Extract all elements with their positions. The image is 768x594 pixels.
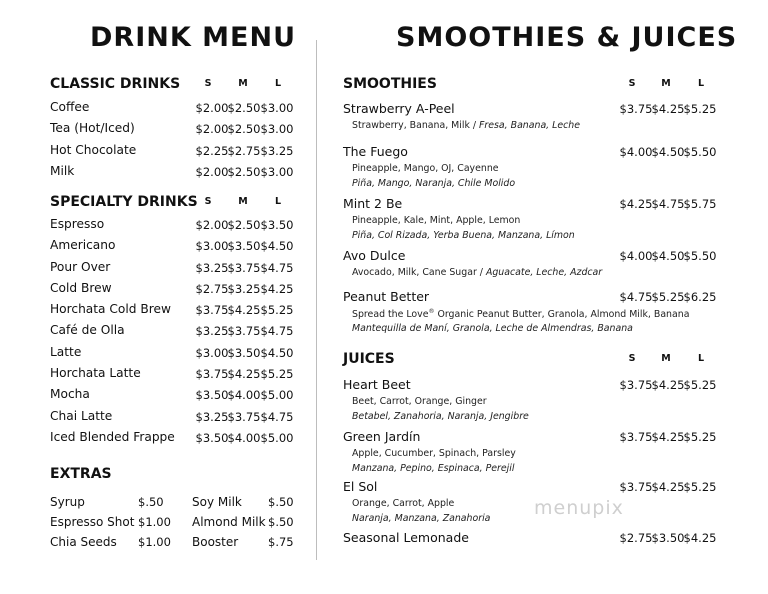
price-medium: $2.50 [227, 164, 261, 179]
price-small: $3.25 [195, 409, 229, 424]
price-medium: $4.25 [651, 430, 685, 444]
price-medium: $4.25 [227, 303, 261, 318]
item-name: Cold Brew [50, 280, 112, 295]
menu-item [50, 345, 295, 366]
price-large: $4.50 [260, 239, 294, 254]
smoothies-section [343, 76, 717, 334]
description-text: Strawberry, Banana, Milk / [352, 120, 480, 131]
item-name: Chai Latte [50, 408, 113, 423]
smoothies-juices-title: SMOOTHIES & JUICES [396, 22, 738, 53]
item-name: Tea (Hot/Iced) [50, 121, 135, 136]
size-large-header: L [274, 78, 282, 89]
extra-name: Espresso Shot [50, 514, 135, 529]
price-large: $3.00 [260, 101, 294, 115]
price-medium: $4.25 [651, 480, 685, 494]
size-large-header: L [697, 78, 705, 89]
price-medium: $2.50 [227, 218, 261, 232]
price-medium: $2.75 [227, 143, 261, 158]
price-small: $3.75 [619, 480, 653, 494]
item-description: Beet, Carrot, Orange, Ginger [352, 396, 487, 407]
item-name: Milk [50, 163, 75, 178]
price-large: $3.25 [260, 143, 294, 158]
item-description-spanish: Mantequilla de Maní, Granola, Leche de Almendras, Banana [352, 323, 633, 334]
price-large: $5.25 [683, 378, 717, 392]
price-large: $5.75 [683, 197, 717, 211]
description-spanish: Fresa, Banana, Leche [479, 120, 581, 131]
drink-menu-title: DRINK MENU [90, 22, 297, 53]
extra-name: Syrup [50, 495, 85, 509]
description-text: Avocado, Milk, Cane Sugar / [352, 267, 486, 278]
size-large-header: L [697, 353, 705, 364]
menu-item [50, 100, 295, 121]
price-small: $3.00 [195, 239, 229, 254]
extras-header [50, 466, 295, 486]
price-small: $2.25 [195, 143, 229, 158]
item-description-spanish: Naranja, Manzana, Zanahoria [352, 513, 491, 524]
item-name: Iced Blended Frappe [50, 429, 175, 444]
price-medium: $3.75 [227, 409, 261, 424]
size-medium-header: M [238, 196, 248, 207]
item-description-spanish: Piña, Mango, Naranja, Chile Molido [352, 178, 516, 189]
item-name: Latte [50, 344, 82, 359]
classic-drinks-section [50, 76, 295, 185]
item-name: Pour Over [50, 259, 111, 274]
item-name: Strawberry A-Peel [343, 101, 455, 116]
extra-name: Soy Milk [192, 495, 242, 509]
extras-row [50, 535, 295, 555]
price-large: $6.25 [683, 290, 717, 304]
price-medium: $3.75 [227, 260, 261, 275]
registered-mark: ® [428, 308, 435, 315]
price-large: $4.25 [260, 281, 294, 296]
menu-item [50, 366, 295, 387]
item-name: Avo Dulce [343, 248, 406, 263]
extras-row [50, 515, 295, 535]
item-name: Heart Beet [343, 377, 411, 392]
extras-row [50, 495, 295, 515]
item-description: Pineapple, Kale, Mint, Apple, Lemon [352, 215, 521, 226]
price-small: $2.00 [195, 218, 229, 232]
menu-item [50, 409, 295, 430]
price-medium: $4.75 [651, 197, 685, 211]
item-description-spanish: Piña, Col Rizada, Yerba Buena, Manzana, Límon [352, 230, 575, 241]
item-name: Peanut Better [343, 289, 430, 304]
price-small: $2.00 [195, 122, 229, 137]
item-name: Americano [50, 238, 116, 253]
item-description [352, 120, 580, 131]
price-small: $4.00 [619, 145, 653, 159]
price-small: $3.50 [195, 430, 229, 445]
extra-price: $1.00 [138, 534, 171, 549]
extra-name: Almond Milk [192, 514, 266, 529]
price-small: $4.00 [619, 249, 653, 263]
price-medium: $3.50 [227, 239, 261, 254]
description-text: Organic Peanut Butter, Granola, Almond Milk, Banana [434, 309, 690, 321]
item-description: Pineapple, Mango, OJ, Cayenne [352, 163, 499, 174]
price-medium: $2.50 [227, 101, 261, 115]
price-small: $3.75 [619, 102, 653, 116]
menu-item [50, 430, 295, 451]
price-small: $3.75 [619, 378, 653, 392]
column-divider [316, 40, 317, 560]
size-medium-header: M [238, 78, 248, 89]
item-description: Orange, Carrot, Apple [352, 498, 455, 509]
price-medium: $3.25 [227, 281, 261, 296]
price-large: $5.25 [260, 367, 294, 382]
extra-price: $.50 [268, 514, 294, 529]
price-small: $3.75 [619, 430, 653, 444]
menu-item [50, 387, 295, 408]
price-large: $5.25 [683, 430, 717, 444]
price-large: $5.00 [260, 430, 294, 445]
price-large: $4.75 [260, 260, 294, 275]
item-name: Hot Chocolate [50, 142, 137, 157]
price-small: $2.75 [619, 531, 653, 545]
price-medium: $4.00 [227, 388, 261, 403]
price-small: $2.00 [195, 101, 229, 115]
price-small: $2.75 [195, 281, 229, 296]
menu-item [50, 302, 295, 323]
smoothies-title: SMOOTHIES [343, 76, 437, 92]
size-medium-header: M [661, 78, 671, 89]
price-large: $5.25 [260, 303, 294, 318]
specialty-drinks-section [50, 194, 295, 451]
extra-price: $1.00 [138, 514, 171, 529]
smoothies-header [343, 76, 715, 96]
price-small: $3.75 [195, 303, 229, 318]
item-name: Green Jardín [343, 429, 421, 444]
classic-drinks-title: CLASSIC DRINKS [50, 76, 181, 92]
specialty-drinks-title: SPECIALTY DRINKS [50, 194, 198, 210]
size-small-header: S [628, 78, 636, 89]
price-large: $4.75 [260, 409, 294, 424]
price-large: $5.25 [683, 480, 717, 494]
menu-item [50, 121, 295, 142]
price-large: $3.50 [260, 218, 294, 232]
juices-title: JUICES [343, 351, 395, 367]
specialty-drinks-header [50, 194, 295, 214]
extra-price: $.50 [268, 495, 294, 509]
item-name: Seasonal Lemonade [343, 530, 469, 545]
price-medium: $5.25 [651, 290, 685, 304]
price-medium: $3.75 [227, 324, 261, 339]
menu-item [50, 323, 295, 344]
size-small-header: S [628, 353, 636, 364]
price-large: $3.00 [260, 122, 294, 137]
extras-title: EXTRAS [50, 466, 112, 482]
price-medium: $4.25 [651, 102, 685, 116]
price-large: $4.50 [260, 345, 294, 360]
item-description-spanish: Manzana, Pepino, Espinaca, Perejil [352, 463, 515, 474]
price-small: $3.50 [195, 388, 229, 403]
watermark-logo: menupix [534, 497, 624, 519]
description-brand: Spread the Love [352, 309, 429, 321]
menu-item [50, 143, 295, 164]
price-medium: $4.50 [651, 249, 685, 263]
price-medium: $4.00 [227, 430, 261, 445]
price-small: $4.75 [619, 290, 653, 304]
price-large: $5.50 [683, 249, 717, 263]
item-name: Café de Olla [50, 323, 125, 338]
item-name: Horchata Cold Brew [50, 302, 171, 317]
menu-item [50, 164, 295, 185]
item-description: Apple, Cucumber, Spinach, Parsley [352, 448, 516, 459]
size-small-header: S [204, 78, 212, 89]
item-name: Mocha [50, 387, 90, 402]
juices-header [343, 351, 715, 371]
price-medium: $4.50 [651, 145, 685, 159]
price-large: $5.25 [683, 102, 717, 116]
menu-item [50, 281, 295, 302]
menu-item [50, 260, 295, 281]
extra-name: Chia Seeds [50, 534, 117, 549]
price-medium: $3.50 [651, 531, 685, 545]
extra-name: Booster [192, 534, 239, 549]
price-small: $4.25 [619, 197, 653, 211]
menu-item [50, 238, 295, 259]
price-small: $3.25 [195, 324, 229, 339]
item-name: Espresso [50, 217, 105, 231]
extra-price: $.75 [268, 534, 294, 549]
price-small: $3.25 [195, 260, 229, 275]
classic-drinks-header [50, 76, 295, 96]
price-small: $3.75 [195, 367, 229, 382]
price-large: $4.75 [260, 324, 294, 339]
price-large: $3.00 [260, 164, 294, 179]
price-large: $4.25 [683, 531, 717, 545]
extra-price: $.50 [138, 495, 164, 509]
description-spanish: Aguacate, Leche, Azdcar [485, 267, 603, 278]
price-large: $5.50 [683, 145, 717, 159]
price-small: $2.00 [195, 164, 229, 179]
item-description-spanish: Betabel, Zanahoria, Naranja, Jengibre [352, 411, 529, 422]
menu-item [50, 217, 295, 238]
price-medium: $4.25 [227, 367, 261, 382]
price-large: $5.00 [260, 388, 294, 403]
size-small-header: S [204, 196, 212, 207]
extras-section [50, 466, 295, 554]
item-description [352, 308, 689, 320]
size-medium-header: M [661, 353, 671, 364]
price-small: $3.00 [195, 345, 229, 360]
size-large-header: L [274, 196, 282, 207]
price-medium: $2.50 [227, 122, 261, 137]
price-medium: $4.25 [651, 378, 685, 392]
item-name: Horchata Latte [50, 366, 141, 381]
price-medium: $3.50 [227, 345, 261, 360]
item-name: El Sol [343, 479, 378, 494]
item-description [352, 267, 602, 278]
item-name: Coffee [50, 100, 90, 114]
item-name: Mint 2 Be [343, 196, 403, 211]
item-name: The Fuego [343, 144, 408, 159]
